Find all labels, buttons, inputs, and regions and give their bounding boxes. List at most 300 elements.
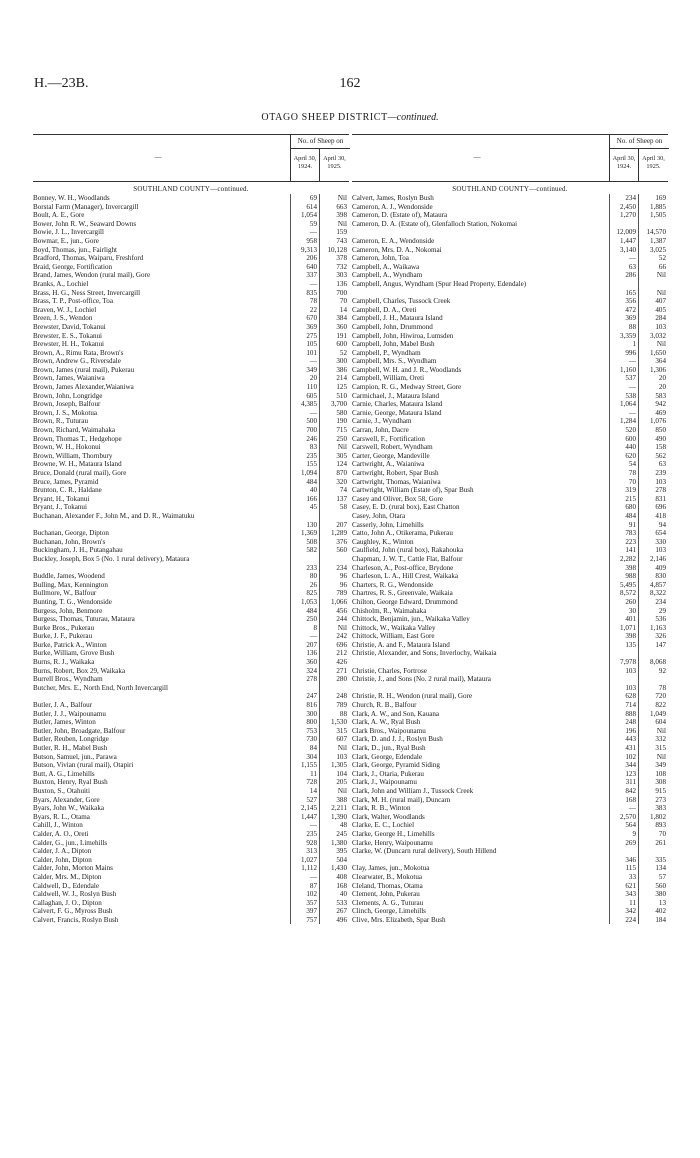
table-row xyxy=(33,478,349,487)
table-row xyxy=(33,426,349,435)
sheep-count-1924: 958 xyxy=(290,237,319,246)
sheep-count-1925: 380 xyxy=(638,890,668,899)
sheep-count-1925: 88 xyxy=(319,710,349,719)
sheep-count-1924: 401 xyxy=(609,615,638,624)
sheep-count-1924: 1,270 xyxy=(609,211,638,220)
sheep-count-1924: 69 xyxy=(290,194,319,203)
sheep-count-1925: 1,885 xyxy=(638,203,668,212)
owner-name: Clarke, W. (Duncarn rural delivery), South Hillend xyxy=(352,847,497,856)
table-row xyxy=(33,615,349,624)
table-row xyxy=(352,735,668,744)
table-row xyxy=(352,521,668,530)
sheep-count-1924: 621 xyxy=(609,882,638,891)
sheep-count-1925: 1,430 xyxy=(319,864,349,873)
table-row xyxy=(352,718,668,727)
sheep-count-1925: 831 xyxy=(638,495,668,504)
right-column-table xyxy=(352,134,668,924)
owner-name: Bryant, H., Tokanui xyxy=(33,494,90,503)
table-row xyxy=(33,503,349,512)
sheep-count-1925: 893 xyxy=(638,821,668,830)
sheep-count-1924: 537 xyxy=(609,374,638,383)
owner-name: Clark, D., jun., Ryal Bush xyxy=(352,744,426,752)
table-row xyxy=(33,263,349,272)
owner-name: Caldwell, W. J., Roslyn Bush xyxy=(33,890,117,899)
sheep-count-1924: 11 xyxy=(290,770,319,779)
sheep-count-1925: 103 xyxy=(319,753,349,762)
table-row xyxy=(33,469,349,478)
owner-name: Braven, W. J., Lochiel xyxy=(33,305,97,314)
sheep-count-1924: — xyxy=(609,357,638,366)
sheep-count-1925: 13 xyxy=(638,899,668,908)
owner-name: Campbell, P., Wyndham xyxy=(352,348,421,357)
table-row xyxy=(33,512,349,529)
sheep-count-1925: 607 xyxy=(319,735,349,744)
table-row xyxy=(352,890,668,899)
owner-name: Burns, R. J., Waikaka xyxy=(33,658,95,667)
sheep-count-1925: Nil xyxy=(638,753,668,762)
table-header xyxy=(33,134,349,182)
title-continued: —continued. xyxy=(387,112,439,123)
sheep-count-1924: 1,094 xyxy=(290,469,319,478)
sheep-count-1924: 527 xyxy=(290,796,319,805)
sheep-count-1924: 816 xyxy=(290,701,319,710)
table-row xyxy=(352,452,668,461)
owner-name: Chapman, J. W. T., Cattle Flat, Balfour xyxy=(352,554,463,563)
sheep-count-1924: 14 xyxy=(290,787,319,796)
owner-name: Butler, John, Broadgate, Balfour xyxy=(33,726,126,735)
owner-name: Clark, J., Waipounamu xyxy=(352,778,417,787)
sheep-count-1925: 190 xyxy=(319,417,349,426)
owner-name: Butson, Vivian (rural mail), Otapiri xyxy=(33,761,134,770)
sheep-count-1924: 319 xyxy=(609,486,638,495)
sheep-count-1925: 280 xyxy=(319,675,349,684)
sheep-count-1924: 223 xyxy=(609,538,638,547)
sheep-count-1925: 490 xyxy=(638,435,668,444)
table-row xyxy=(33,864,349,873)
sheep-count-1924: 520 xyxy=(609,426,638,435)
owner-name: Campbell, W. H. and J. R., Woodlands xyxy=(352,365,462,374)
sheep-count-1925: 376 xyxy=(319,538,349,547)
owner-name: Chilton, George Edward, Drummond xyxy=(352,597,458,606)
sheep-count-1924: 8,572 xyxy=(609,589,638,598)
owner-name: Clark, D. and J. J., Roslyn Bush xyxy=(352,735,443,744)
sheep-count-1925: 212 xyxy=(319,649,349,658)
table-row xyxy=(33,435,349,444)
sheep-count-1925: 383 xyxy=(638,804,668,813)
owner-name: Clark, A. W., Ryal Bush xyxy=(352,718,421,727)
sheep-count-1924: 343 xyxy=(609,890,638,899)
owner-name: Boult, A. E., Gore xyxy=(33,211,85,220)
sheep-count-1924: 564 xyxy=(609,821,638,830)
sheep-count-1924: — xyxy=(609,804,638,813)
sheep-count-1925: 305 xyxy=(319,452,349,461)
sheep-count-1925: 278 xyxy=(638,486,668,495)
sheep-count-1924: 275 xyxy=(290,332,319,341)
sheep-count-1925: 284 xyxy=(638,314,668,323)
table-row xyxy=(352,314,668,323)
sheep-count-1924: 246 xyxy=(290,435,319,444)
table-row xyxy=(352,572,668,581)
table-row xyxy=(352,417,668,426)
sheep-count-1924: 337 xyxy=(290,271,319,280)
owner-name: Caughley, K., Winton xyxy=(352,537,414,546)
owner-name: Brown, Andrew G., Riversdale xyxy=(33,357,121,366)
owner-name: Buxton, Henry, Ryal Bush xyxy=(33,778,108,787)
table-row xyxy=(352,667,668,676)
table-row xyxy=(33,392,349,401)
owner-name: Boyd, Thomas, jun., Fairlight xyxy=(33,245,118,254)
owner-name: Carnie, Charles, Mataura Island xyxy=(352,400,443,409)
sheep-count-1924: 234 xyxy=(609,194,638,203)
sheep-count-1924: 1,053 xyxy=(290,598,319,607)
col2-line1: April 30, xyxy=(642,155,665,162)
table-row xyxy=(33,598,349,607)
table-row xyxy=(33,718,349,727)
table-row xyxy=(33,632,349,641)
owner-name: Brewster, H. H., Tokanui xyxy=(33,340,104,349)
sheep-count-1925: 915 xyxy=(638,787,668,796)
sheep-count-1924: 996 xyxy=(609,349,638,358)
owner-name: Brown, James, Waianiwa xyxy=(33,374,105,383)
sheep-count-1924: 83 xyxy=(290,443,319,452)
table-header xyxy=(352,134,668,182)
table-row xyxy=(352,486,668,495)
left-column-table xyxy=(33,134,349,924)
sheep-count-1925: 3,025 xyxy=(638,246,668,255)
table-row xyxy=(352,770,668,779)
owner-name: Campbell, William, Oreti xyxy=(352,374,425,383)
page-title xyxy=(0,112,700,123)
table-row xyxy=(352,220,668,237)
sheep-count-1925: 3,032 xyxy=(638,332,668,341)
sheep-count-1924: 123 xyxy=(609,770,638,779)
sheep-count-1925: 20 xyxy=(638,383,668,392)
sheep-count-1924: 928 xyxy=(290,839,319,848)
sheep-count-1924: 484 xyxy=(609,512,638,521)
sheep-count-1924: — xyxy=(609,409,638,418)
sheep-count-1925: 398 xyxy=(319,211,349,220)
owner-name: Cameron, A. J., Wendonside xyxy=(352,202,433,211)
owner-name: Bryant, J., Tokanui xyxy=(33,503,87,512)
sheep-count-1924: 168 xyxy=(609,796,638,805)
sheep-count-1925: 1,650 xyxy=(638,349,668,358)
sheep-count-1924: 250 xyxy=(290,615,319,624)
sheep-count-1925: 510 xyxy=(319,392,349,401)
sheep-count-1924: 1,284 xyxy=(609,417,638,426)
sheep-count-1924: 235 xyxy=(290,830,319,839)
owner-name: Caldwell, D., Edendale xyxy=(33,881,99,890)
sheep-count-1925: 2,146 xyxy=(638,555,668,564)
owner-name: Caulfield, John (rural box), Rakahouka xyxy=(352,546,464,555)
owner-name: Campbell, John, Mabel Bush xyxy=(352,340,435,349)
sheep-count-1925: 1,530 xyxy=(319,718,349,727)
owner-name: Clark, George, Edendale xyxy=(352,752,422,761)
sheep-count-1925: 732 xyxy=(319,263,349,272)
sheep-count-1925: 1,505 xyxy=(638,211,668,220)
owner-name: Butler, J. J., Waipounamu xyxy=(33,709,106,718)
sheep-count-1925: 830 xyxy=(638,572,668,581)
sheep-count-1924: 269 xyxy=(609,839,638,848)
table-row xyxy=(352,624,668,633)
owner-name: Bullmore, W., Balfour xyxy=(33,589,97,598)
sheep-count-1924: 33 xyxy=(609,873,638,882)
sheep-count-1925: 1,305 xyxy=(319,761,349,770)
owner-name: Cleland, Thomas, Otama xyxy=(352,881,423,890)
table-row xyxy=(33,280,349,289)
owner-name: Byars, Alexander, Gore xyxy=(33,795,100,804)
sheep-count-1925: 1,049 xyxy=(638,710,668,719)
table-row xyxy=(33,194,349,203)
owner-name: Braid, George, Fortification xyxy=(33,262,113,271)
table-row xyxy=(352,632,668,641)
sheep-count-1924: 103 xyxy=(609,667,638,676)
sheep-count-1924: 40 xyxy=(290,486,319,495)
table-row xyxy=(352,306,668,315)
sheep-count-1925: 103 xyxy=(638,546,668,555)
owner-name: Cartwright, Thomas, Waianiwa xyxy=(352,477,441,486)
table-row xyxy=(352,357,668,366)
table-row xyxy=(352,460,668,469)
owner-name: Butler, Reuben, Longridge xyxy=(33,735,109,744)
owner-name: Campbell, A., Wyndham xyxy=(352,271,423,280)
sheep-count-1925: 308 xyxy=(638,778,668,787)
owner-name: Clinch, George, Limehills xyxy=(352,907,426,916)
sheep-count-1925: 92 xyxy=(638,667,668,676)
sheep-count-1924: 206 xyxy=(290,254,319,263)
owner-name: Branks, A., Lochiel xyxy=(33,279,89,288)
sheep-count-1925: 4,857 xyxy=(638,581,668,590)
sheep-count-1924: 730 xyxy=(290,735,319,744)
sheep-count-1924: 84 xyxy=(290,744,319,753)
sheep-count-1925: 469 xyxy=(638,409,668,418)
page-header xyxy=(34,76,666,96)
owner-name: Calder, G., jun., Limehills xyxy=(33,838,108,847)
owner-name: Campbell, Mrs. S., Wyndham xyxy=(352,357,437,366)
sheep-count-1925: 205 xyxy=(319,778,349,787)
sheep-count-1924: 26 xyxy=(290,581,319,590)
table-row xyxy=(33,297,349,306)
owner-name: Christie, A. and F., Mataura Island xyxy=(352,640,450,649)
table-row xyxy=(352,847,668,864)
table-row xyxy=(352,323,668,332)
owner-name: Clive, Mrs. Elizabeth, Spar Bush xyxy=(352,915,446,924)
table-row xyxy=(33,667,349,676)
sheep-count-1925: 1,380 xyxy=(319,839,349,848)
sheep-count-1925: 1,289 xyxy=(319,529,349,538)
table-row xyxy=(33,495,349,504)
owner-name: Brown, R., Tuturau xyxy=(33,417,88,426)
sheep-count-1924: 397 xyxy=(290,907,319,916)
sheep-count-1924: 614 xyxy=(290,203,319,212)
owner-name: Butler, R. H., Mabel Bush xyxy=(33,744,108,752)
table-row xyxy=(33,306,349,315)
sheep-count-1925: 78 xyxy=(638,675,668,692)
sheep-count-1924: 324 xyxy=(290,667,319,676)
sheep-count-1924: 115 xyxy=(609,864,638,873)
table-row xyxy=(33,529,349,538)
sheep-count-1925: 402 xyxy=(638,907,668,916)
sheep-count-1925: 663 xyxy=(319,203,349,212)
table-row xyxy=(352,469,668,478)
sheep-count-1924: 2,450 xyxy=(609,203,638,212)
sheep-count-1925: 14 xyxy=(319,306,349,315)
sheep-count-1925: 3,700 xyxy=(319,400,349,409)
sheep-count-1925: 104 xyxy=(319,770,349,779)
sheep-count-1925: 496 xyxy=(319,916,349,925)
table-row xyxy=(352,873,668,882)
table-row xyxy=(33,847,349,856)
sheep-count-1925: 63 xyxy=(638,460,668,469)
sheep-count-1925: 267 xyxy=(319,907,349,916)
owner-name: Cahill, J., Winton xyxy=(33,821,83,830)
sheep-count-1925: Nil xyxy=(319,443,349,452)
sheep-count-1924: 78 xyxy=(609,469,638,478)
sheep-count-1924: 311 xyxy=(609,778,638,787)
owner-name: Calvert, James, Roslyn Bush xyxy=(352,194,434,202)
sheep-count-1924: — xyxy=(290,228,319,237)
table-row xyxy=(352,503,668,512)
sheep-count-1924: 842 xyxy=(609,787,638,796)
sheep-count-1924: 344 xyxy=(609,761,638,770)
sheep-count-1924: 757 xyxy=(290,916,319,925)
sheep-count-1925: 349 xyxy=(638,761,668,770)
sheep-count-1924: 1,447 xyxy=(290,813,319,822)
sheep-count-1925: 8,068 xyxy=(638,649,668,666)
table-row xyxy=(33,357,349,366)
sheep-count-1924: 45 xyxy=(290,503,319,512)
table-row xyxy=(352,246,668,255)
table-row xyxy=(33,589,349,598)
sheep-count-1925: 504 xyxy=(319,856,349,865)
table-row xyxy=(33,830,349,839)
owner-name: Butson, Samuel, jun., Parawa xyxy=(33,752,117,761)
table-row xyxy=(33,366,349,375)
owner-name: Casey, John, Otara xyxy=(352,511,406,520)
owner-name: Clements, A. G., Tuturau xyxy=(352,898,424,907)
owner-name: Chisholm, R., Waimahaka xyxy=(352,606,427,615)
table-row xyxy=(352,349,668,358)
owner-name: Campbell, J. H., Mataura Island xyxy=(352,314,443,323)
sheep-count-1925: 234 xyxy=(638,598,668,607)
sheep-count-1925: 696 xyxy=(319,641,349,650)
table-row xyxy=(352,280,668,297)
owner-name: Burke, William, Grove Bush xyxy=(33,649,115,658)
table-row xyxy=(33,323,349,332)
sheep-count-1924: 825 xyxy=(290,589,319,598)
table-row xyxy=(352,839,668,848)
sheep-count-1924: 196 xyxy=(609,727,638,736)
table-row xyxy=(33,770,349,779)
owner-name: Brown, James Alexander,Waianiwa xyxy=(33,383,134,392)
owner-name: Burke, J. F., Pukerau xyxy=(33,632,93,641)
owner-name: Carmichael, J., Mataura Island xyxy=(352,391,440,400)
sheep-count-1925: Nil xyxy=(638,727,668,736)
sheep-count-1925: 66 xyxy=(638,263,668,272)
sheep-count-1925: 57 xyxy=(638,873,668,882)
owner-name: Carter, George, Mandeville xyxy=(352,451,430,460)
owner-name: Brass, T. P., Post-office, Toa xyxy=(33,297,113,306)
owner-name: Brand, James, Wendon (rural mail), Gore xyxy=(33,271,151,280)
sheep-count-1925: 134 xyxy=(638,864,668,873)
sheep-count-1924: 105 xyxy=(290,340,319,349)
sheep-count-1925: 320 xyxy=(319,478,349,487)
table-row xyxy=(33,916,349,925)
table-row xyxy=(33,443,349,452)
sheep-count-1925: 456 xyxy=(319,607,349,616)
sheep-count-1925: 335 xyxy=(638,847,668,864)
sheep-count-1924: 369 xyxy=(290,323,319,332)
owner-name: Clay, James, jun., Mokotua xyxy=(352,864,430,873)
table-row xyxy=(352,804,668,813)
owner-name: Callaghan, J. O., Dipton xyxy=(33,898,102,907)
owner-name: Byars, John W., Waikaka xyxy=(33,804,105,813)
table-row xyxy=(352,701,668,710)
sheep-count-1924: 70 xyxy=(609,478,638,487)
sheep-count-1925: 261 xyxy=(638,839,668,848)
sheep-count-1925: Nil xyxy=(319,624,349,633)
owner-name: Bowmar, E., jun., Gore xyxy=(33,236,99,245)
sheep-count-1924: 1,447 xyxy=(609,237,638,246)
sheep-count-1925: 1,387 xyxy=(638,237,668,246)
owner-name: Casserly, John, Limehills xyxy=(352,520,424,529)
table-row xyxy=(33,907,349,916)
owner-name: Calder, John, Dipton xyxy=(33,855,92,864)
owner-name: Brewster, E. S., Tokanui xyxy=(33,331,103,340)
sheep-count-1924: 9 xyxy=(609,830,638,839)
sheep-count-1925: 850 xyxy=(638,426,668,435)
sheep-count-1925: Nil xyxy=(638,340,668,349)
owner-name: Brown, Richard, Waimahaka xyxy=(33,426,116,435)
sheep-count-1925: 1,802 xyxy=(638,813,668,822)
col1-line1: April 30, xyxy=(293,155,317,162)
table-row xyxy=(33,675,349,684)
sheep-count-1924: 1,054 xyxy=(290,211,319,220)
table-row xyxy=(352,589,668,598)
sheep-count-1924: 166 xyxy=(290,495,319,504)
owner-name: Butcher, Mrs. E., North End, North Invercargill xyxy=(33,683,168,692)
sheep-count-1925: 48 xyxy=(319,821,349,830)
owner-name: Browne, W. H., Mataura Island xyxy=(33,460,122,469)
owner-name: Clark Bros., Waipounamu xyxy=(352,726,426,735)
table-row xyxy=(352,899,668,908)
owner-name: Breen, J. S., Wendon xyxy=(33,314,93,323)
table-row xyxy=(352,332,668,341)
sheep-count-1925: 580 xyxy=(319,409,349,418)
col2-line2: 1925. xyxy=(327,163,342,170)
table-row xyxy=(352,778,668,787)
sheep-count-1924: 1,064 xyxy=(609,400,638,409)
owner-name: Borstal Farm (Manager), Invercargill xyxy=(33,202,139,211)
sheep-count-1925: 158 xyxy=(638,443,668,452)
table-row xyxy=(33,649,349,658)
owner-name: Bonney, W. H., Woodlands xyxy=(33,194,110,202)
section-heading: SOUTHLAND COUNTY—continued. xyxy=(133,185,249,193)
sheep-count-1924: 2,145 xyxy=(290,804,319,813)
sheep-count-1925: 330 xyxy=(638,538,668,547)
owner-name: Clark, R. B., Winton xyxy=(352,804,411,813)
table-header-col2 xyxy=(638,149,668,181)
table-row xyxy=(352,564,668,573)
table-row xyxy=(33,821,349,830)
owner-name: Clark, J., Otaria, Pukerau xyxy=(352,769,424,778)
table-row xyxy=(352,727,668,736)
sheep-count-1924: 431 xyxy=(609,744,638,753)
sheep-count-1925: 332 xyxy=(638,735,668,744)
table-row xyxy=(33,804,349,813)
owner-name: Butler, James, Winton xyxy=(33,718,96,727)
sheep-count-1924: 484 xyxy=(290,607,319,616)
sheep-count-1925: 250 xyxy=(319,435,349,444)
